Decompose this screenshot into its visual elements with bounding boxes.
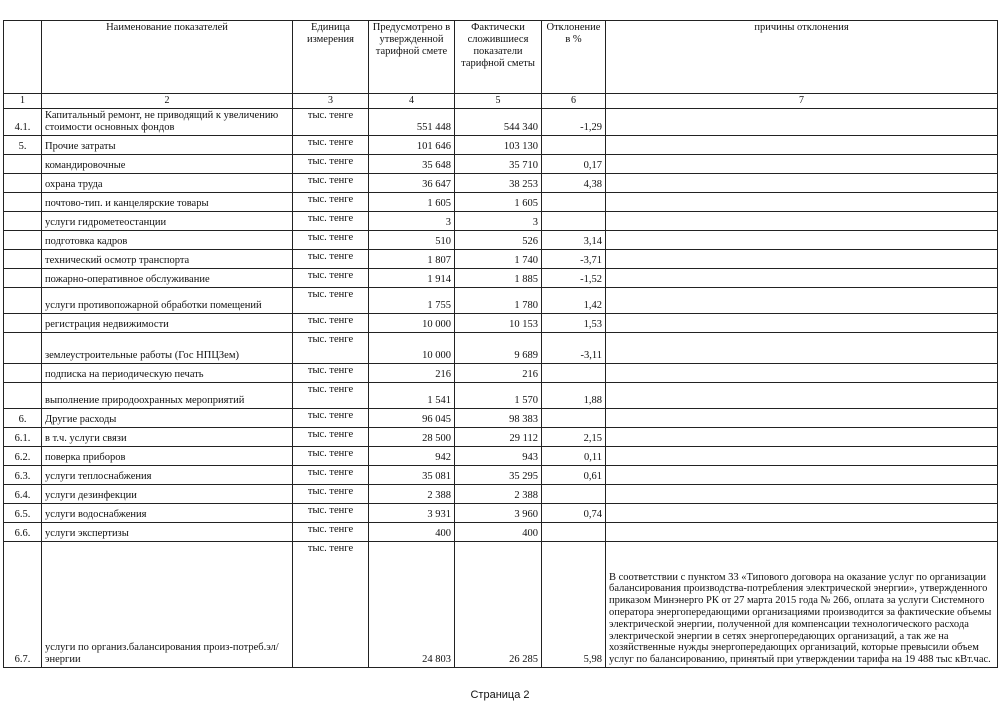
unit-cell: тыс. тенге xyxy=(293,523,369,542)
table-row xyxy=(4,485,998,504)
row-number-cell xyxy=(4,288,42,314)
deviation-cell: 2,15 xyxy=(542,428,606,447)
actual-value-cell: 3 xyxy=(455,212,542,231)
indicator-name-cell: пожарно-оперативное обслуживание xyxy=(42,269,293,288)
actual-value-cell: 526 xyxy=(455,231,542,250)
reason-cell xyxy=(606,231,998,250)
table-row xyxy=(4,409,998,428)
unit-cell: тыс. тенге xyxy=(293,174,369,193)
row-number-cell xyxy=(4,193,42,212)
unit-cell: тыс. тенге xyxy=(293,485,369,504)
planned-value-cell: 36 647 xyxy=(369,174,455,193)
planned-value-cell: 28 500 xyxy=(369,428,455,447)
column-number-row xyxy=(4,94,998,109)
planned-value-cell: 10 000 xyxy=(369,333,455,364)
header-row xyxy=(4,21,998,94)
unit-cell: тыс. тенге xyxy=(293,109,369,136)
reason-cell xyxy=(606,212,998,231)
row-number-cell xyxy=(4,269,42,288)
row-number-cell: 5. xyxy=(4,136,42,155)
actual-value-cell: 1 740 xyxy=(455,250,542,269)
unit-cell: тыс. тенге xyxy=(293,428,369,447)
indicator-name-cell: подписка на периодическую печать xyxy=(42,364,293,383)
unit-cell: тыс. тенге xyxy=(293,231,369,250)
deviation-cell: -3,11 xyxy=(542,333,606,364)
table-row xyxy=(4,174,998,193)
row-number-cell: 6.3. xyxy=(4,466,42,485)
indicator-name-cell: услуги гидрометеостанции xyxy=(42,212,293,231)
reason-cell xyxy=(606,364,998,383)
indicator-name-cell: услуги экспертизы xyxy=(42,523,293,542)
unit-cell: тыс. тенге xyxy=(293,155,369,174)
column-number: 3 xyxy=(293,94,369,109)
unit-cell: тыс. тенге xyxy=(293,333,369,364)
row-number-cell: 6.5. xyxy=(4,504,42,523)
deviation-cell: -1,29 xyxy=(542,109,606,136)
row-number-cell: 6. xyxy=(4,409,42,428)
indicator-name-cell: Другие расходы xyxy=(42,409,293,428)
table-body xyxy=(4,109,998,668)
deviation-cell: -1,52 xyxy=(542,269,606,288)
table-row xyxy=(4,383,998,409)
deviation-cell xyxy=(542,364,606,383)
reason-cell xyxy=(606,314,998,333)
actual-value-cell: 9 689 xyxy=(455,333,542,364)
deviation-cell xyxy=(542,136,606,155)
table-row xyxy=(4,155,998,174)
indicator-name-cell: Капитальный ремонт, не приводящий к увеличению стоимости основных фондов xyxy=(42,109,293,136)
reason-cell xyxy=(606,288,998,314)
indicator-name-cell: почтово-тип. и канцелярские товары xyxy=(42,193,293,212)
deviation-cell xyxy=(542,193,606,212)
indicator-name-cell: выполнение природоохранных мероприятий xyxy=(42,383,293,409)
indicator-name-cell: технический осмотр транспорта xyxy=(42,250,293,269)
planned-value-cell: 400 xyxy=(369,523,455,542)
indicator-name-cell: услуги по организ.балансирования произ-потреб.эл/энергии xyxy=(42,542,293,668)
deviation-cell: 0,17 xyxy=(542,155,606,174)
indicator-name-cell: услуги дезинфекции xyxy=(42,485,293,504)
table-row xyxy=(4,447,998,466)
reason-cell xyxy=(606,523,998,542)
reason-cell xyxy=(606,136,998,155)
indicator-name-cell: услуги водоснабжения xyxy=(42,504,293,523)
planned-value-cell: 1 605 xyxy=(369,193,455,212)
unit-cell: тыс. тенге xyxy=(293,542,369,668)
row-number-cell xyxy=(4,155,42,174)
actual-value-cell: 10 153 xyxy=(455,314,542,333)
deviation-cell: 1,42 xyxy=(542,288,606,314)
table-row xyxy=(4,288,998,314)
reason-cell xyxy=(606,383,998,409)
row-number-cell: 6.6. xyxy=(4,523,42,542)
column-number: 1 xyxy=(4,94,42,109)
deviation-cell: 0,61 xyxy=(542,466,606,485)
header-cell-reason: причины отклонения xyxy=(606,21,998,94)
column-number: 7 xyxy=(606,94,998,109)
actual-value-cell: 38 253 xyxy=(455,174,542,193)
planned-value-cell: 2 388 xyxy=(369,485,455,504)
actual-value-cell: 1 570 xyxy=(455,383,542,409)
table-row xyxy=(4,542,998,668)
planned-value-cell: 96 045 xyxy=(369,409,455,428)
actual-value-cell: 29 112 xyxy=(455,428,542,447)
table-row xyxy=(4,428,998,447)
unit-cell: тыс. тенге xyxy=(293,447,369,466)
planned-value-cell: 10 000 xyxy=(369,314,455,333)
planned-value-cell: 24 803 xyxy=(369,542,455,668)
reason-cell xyxy=(606,193,998,212)
unit-cell: тыс. тенге xyxy=(293,136,369,155)
reason-cell xyxy=(606,409,998,428)
unit-cell: тыс. тенге xyxy=(293,364,369,383)
indicator-name-cell: услуги теплоснабжения xyxy=(42,466,293,485)
table-row xyxy=(4,212,998,231)
actual-value-cell: 400 xyxy=(455,523,542,542)
actual-value-cell: 35 295 xyxy=(455,466,542,485)
indicator-name-cell: охрана труда xyxy=(42,174,293,193)
planned-value-cell: 1 755 xyxy=(369,288,455,314)
deviation-cell: 4,38 xyxy=(542,174,606,193)
planned-value-cell: 942 xyxy=(369,447,455,466)
planned-value-cell: 510 xyxy=(369,231,455,250)
deviation-cell xyxy=(542,485,606,504)
table-row xyxy=(4,466,998,485)
actual-value-cell: 26 285 xyxy=(455,542,542,668)
planned-value-cell: 1 541 xyxy=(369,383,455,409)
deviation-cell xyxy=(542,523,606,542)
table-row xyxy=(4,314,998,333)
column-number: 5 xyxy=(455,94,542,109)
row-number-cell: 6.4. xyxy=(4,485,42,504)
deviation-cell xyxy=(542,409,606,428)
deviation-cell: 0,74 xyxy=(542,504,606,523)
reason-cell xyxy=(606,174,998,193)
row-number-cell: 6.7. xyxy=(4,542,42,668)
row-number-cell: 4.1. xyxy=(4,109,42,136)
deviation-cell: 5,98 xyxy=(542,542,606,668)
reason-cell xyxy=(606,447,998,466)
unit-cell: тыс. тенге xyxy=(293,193,369,212)
actual-value-cell: 1 885 xyxy=(455,269,542,288)
header-cell-deviation: Отклонение в % xyxy=(542,21,606,94)
reason-cell xyxy=(606,485,998,504)
reason-cell xyxy=(606,269,998,288)
indicator-name-cell: Прочие затраты xyxy=(42,136,293,155)
unit-cell: тыс. тенге xyxy=(293,466,369,485)
table-row xyxy=(4,523,998,542)
row-number-cell xyxy=(4,383,42,409)
actual-value-cell: 103 130 xyxy=(455,136,542,155)
actual-value-cell: 1 605 xyxy=(455,193,542,212)
table-row xyxy=(4,231,998,250)
unit-cell: тыс. тенге xyxy=(293,288,369,314)
unit-cell: тыс. тенге xyxy=(293,504,369,523)
reason-cell xyxy=(606,333,998,364)
reason-cell xyxy=(606,109,998,136)
row-number-cell xyxy=(4,212,42,231)
table-row xyxy=(4,364,998,383)
row-number-cell: 6.1. xyxy=(4,428,42,447)
header-cell-number xyxy=(4,21,42,94)
planned-value-cell: 3 xyxy=(369,212,455,231)
planned-value-cell: 216 xyxy=(369,364,455,383)
actual-value-cell: 216 xyxy=(455,364,542,383)
actual-value-cell: 544 340 xyxy=(455,109,542,136)
unit-cell: тыс. тенге xyxy=(293,269,369,288)
indicator-name-cell: в т.ч. услуги связи xyxy=(42,428,293,447)
header-cell-name: Наименование показателей xyxy=(42,21,293,94)
deviation-cell: 1,53 xyxy=(542,314,606,333)
table-row xyxy=(4,333,998,364)
indicator-name-cell: командировочные xyxy=(42,155,293,174)
actual-value-cell: 35 710 xyxy=(455,155,542,174)
planned-value-cell: 35 081 xyxy=(369,466,455,485)
indicator-name-cell: подготовка кадров xyxy=(42,231,293,250)
actual-value-cell: 2 388 xyxy=(455,485,542,504)
unit-cell: тыс. тенге xyxy=(293,212,369,231)
table-row xyxy=(4,136,998,155)
row-number-cell: 6.2. xyxy=(4,447,42,466)
reason-cell xyxy=(606,504,998,523)
row-number-cell xyxy=(4,333,42,364)
deviation-table xyxy=(3,20,998,668)
indicator-name-cell: землеустроительные работы (Гос НПЦЗем) xyxy=(42,333,293,364)
reason-cell xyxy=(606,466,998,485)
planned-value-cell: 3 931 xyxy=(369,504,455,523)
planned-value-cell: 101 646 xyxy=(369,136,455,155)
header-cell-actual: Фактически сложившиеся показатели тарифной сметы xyxy=(455,21,542,94)
column-number: 6 xyxy=(542,94,606,109)
deviation-cell: 0,11 xyxy=(542,447,606,466)
column-number: 4 xyxy=(369,94,455,109)
actual-value-cell: 1 780 xyxy=(455,288,542,314)
indicator-name-cell: регистрация недвижимости xyxy=(42,314,293,333)
column-number: 2 xyxy=(42,94,293,109)
table-row xyxy=(4,109,998,136)
table-row xyxy=(4,504,998,523)
row-number-cell xyxy=(4,174,42,193)
unit-cell: тыс. тенге xyxy=(293,314,369,333)
actual-value-cell: 3 960 xyxy=(455,504,542,523)
reason-cell xyxy=(606,250,998,269)
reason-cell xyxy=(606,428,998,447)
indicator-name-cell: услуги противопожарной обработки помещений xyxy=(42,288,293,314)
header-cell-unit: Единица измерения xyxy=(293,21,369,94)
row-number-cell xyxy=(4,314,42,333)
planned-value-cell: 1 807 xyxy=(369,250,455,269)
planned-value-cell: 551 448 xyxy=(369,109,455,136)
deviation-cell: -3,71 xyxy=(542,250,606,269)
deviation-cell: 1,88 xyxy=(542,383,606,409)
table-row xyxy=(4,250,998,269)
unit-cell: тыс. тенге xyxy=(293,250,369,269)
row-number-cell xyxy=(4,364,42,383)
row-number-cell xyxy=(4,250,42,269)
table-row xyxy=(4,269,998,288)
actual-value-cell: 98 383 xyxy=(455,409,542,428)
deviation-cell: 3,14 xyxy=(542,231,606,250)
deviation-cell xyxy=(542,212,606,231)
unit-cell: тыс. тенге xyxy=(293,409,369,428)
indicator-name-cell: поверка приборов xyxy=(42,447,293,466)
planned-value-cell: 35 648 xyxy=(369,155,455,174)
actual-value-cell: 943 xyxy=(455,447,542,466)
header-cell-planned: Предусмотрено в утвержденной тарифной смете xyxy=(369,21,455,94)
page-number: Страница 2 xyxy=(470,689,530,701)
reason-cell: В соответствии с пунктом 33 «Типового договора на оказание услуг по организации балансирования производства-потребления электрической энергии», утвержденного приказом Минэнерго РК от 27 марта 2015 года № 266, оплата за услуги Системного оператора энергопередающими организациями производится за фактические объемы электрической энергии, полученной для компенсации технологического расхода электрической энергии в сетях энергопередающих организаций, а так же на хозяйственные нужды энергопередающих организаций, которые превысили объем услуг по балансированию, принятый при утверждении тарифа на 19 488 тыс кВт.час. xyxy=(606,542,998,668)
row-number-cell xyxy=(4,231,42,250)
reason-cell xyxy=(606,155,998,174)
unit-cell: тыс. тенге xyxy=(293,383,369,409)
table-row xyxy=(4,193,998,212)
planned-value-cell: 1 914 xyxy=(369,269,455,288)
